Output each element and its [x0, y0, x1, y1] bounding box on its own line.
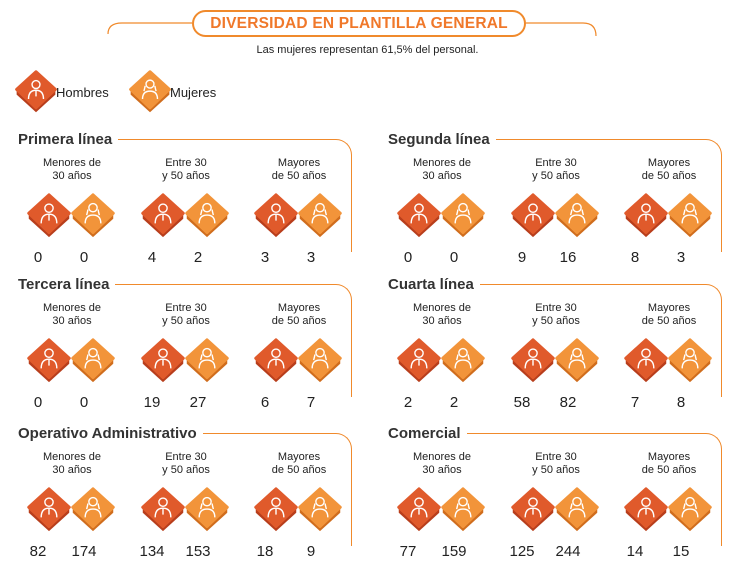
man-cube-icon: [623, 487, 669, 533]
age-group-label: Entre 30 y 50 años: [162, 302, 210, 327]
men-count: 9: [517, 249, 527, 266]
women-count: 9: [306, 543, 316, 560]
women-count: 3: [676, 249, 686, 266]
gender-counts: [388, 249, 496, 267]
woman-cube-icon: [184, 487, 230, 533]
men-count: 4: [147, 249, 157, 266]
women-count: 244: [555, 543, 581, 560]
woman-cube-icon: [667, 338, 713, 384]
gender-counts: [18, 394, 126, 412]
gender-icons: [510, 193, 602, 241]
woman-cube-icon: [297, 338, 343, 384]
men-count: 77: [399, 543, 417, 560]
age-group-label: Entre 30 y 50 años: [162, 157, 210, 182]
age-group-label: Entre 30 y 50 años: [162, 451, 210, 476]
man-cube-icon: [253, 487, 299, 533]
men-count: 0: [33, 249, 43, 266]
gender-icons: [623, 193, 715, 241]
age-group-label: Mayores de 50 años: [641, 451, 697, 476]
men-count: 58: [513, 394, 531, 411]
age-group-label: Menores de 30 años: [412, 451, 472, 476]
gender-icons: [253, 193, 345, 241]
gender-counts: [615, 249, 723, 267]
gender-counts: [615, 543, 723, 561]
section-title: Comercial: [388, 425, 467, 442]
man-cube-icon: [396, 338, 442, 384]
woman-cube-icon: [554, 193, 600, 239]
woman-cube-icon: [128, 70, 172, 114]
man-cube-icon: [396, 487, 442, 533]
gender-icons: [396, 338, 488, 386]
woman-cube-icon: [667, 193, 713, 239]
gender-counts: [245, 543, 353, 561]
page-title: DIVERSIDAD EN PLANTILLA GENERAL: [192, 10, 526, 37]
men-count: 134: [139, 543, 165, 560]
men-count: 125: [509, 543, 535, 560]
gender-counts: [245, 249, 353, 267]
woman-cube-icon: [70, 193, 116, 239]
woman-cube-icon: [184, 338, 230, 384]
section-title: Tercera línea: [18, 276, 115, 293]
age-group-label: Entre 30 y 50 años: [532, 157, 580, 182]
gender-counts: [615, 394, 723, 412]
men-count: 18: [256, 543, 274, 560]
woman-cube-icon: [70, 338, 116, 384]
women-count: 0: [449, 249, 459, 266]
gender-icons: [623, 487, 715, 535]
men-count: 19: [143, 394, 161, 411]
gender-counts: [18, 249, 126, 267]
gender-counts: [18, 543, 126, 561]
gender-counts: [502, 249, 610, 267]
gender-counts: [502, 543, 610, 561]
woman-cube-icon: [667, 487, 713, 533]
age-group-label: Mayores de 50 años: [641, 302, 697, 327]
men-count: 0: [33, 394, 43, 411]
men-count: 3: [260, 249, 270, 266]
woman-cube-icon: [297, 487, 343, 533]
section-title: Primera línea: [18, 131, 118, 148]
women-count: 3: [306, 249, 316, 266]
woman-cube-icon: [297, 193, 343, 239]
man-cube-icon: [26, 193, 72, 239]
men-count: 6: [260, 394, 270, 411]
age-group-label: Menores de 30 años: [42, 451, 102, 476]
age-group-label: Menores de 30 años: [42, 157, 102, 182]
man-cube-icon: [140, 487, 186, 533]
age-group-label: Menores de 30 años: [42, 302, 102, 327]
section-title: Operativo Administrativo: [18, 425, 203, 442]
men-count: 82: [29, 543, 47, 560]
women-count: 16: [559, 249, 577, 266]
women-count: 0: [79, 249, 89, 266]
legend-men-label: Hombres: [56, 84, 109, 100]
women-count: 27: [189, 394, 207, 411]
gender-icons: [26, 487, 118, 535]
gender-icons: [140, 487, 232, 535]
women-count: 0: [79, 394, 89, 411]
man-cube-icon: [140, 338, 186, 384]
man-cube-icon: [253, 338, 299, 384]
man-cube-icon: [396, 193, 442, 239]
gender-counts: [132, 394, 240, 412]
age-group-label: Entre 30 y 50 años: [532, 451, 580, 476]
section-title: Segunda línea: [388, 131, 496, 148]
women-count: 8: [676, 394, 686, 411]
gender-counts: [132, 543, 240, 561]
legend-women: [128, 70, 216, 114]
women-count: 153: [185, 543, 211, 560]
man-cube-icon: [26, 487, 72, 533]
men-count: 2: [403, 394, 413, 411]
men-count: 0: [403, 249, 413, 266]
gender-icons: [510, 338, 602, 386]
gender-icons: [26, 193, 118, 241]
legend-men: [14, 70, 109, 114]
man-cube-icon: [510, 487, 556, 533]
gender-counts: [388, 394, 496, 412]
men-count: 14: [626, 543, 644, 560]
gender-icons: [510, 487, 602, 535]
man-cube-icon: [14, 70, 58, 114]
women-count: 159: [441, 543, 467, 560]
woman-cube-icon: [184, 193, 230, 239]
women-count: 82: [559, 394, 577, 411]
gender-icons: [140, 338, 232, 386]
gender-counts: [502, 394, 610, 412]
gender-icons: [253, 487, 345, 535]
man-cube-icon: [26, 338, 72, 384]
age-group-label: Mayores de 50 años: [641, 157, 697, 182]
section-title: Cuarta línea: [388, 276, 480, 293]
men-count: 7: [630, 394, 640, 411]
gender-counts: [388, 543, 496, 561]
woman-cube-icon: [70, 487, 116, 533]
men-count: 8: [630, 249, 640, 266]
women-count: 2: [193, 249, 203, 266]
gender-icons: [140, 193, 232, 241]
gender-icons: [623, 338, 715, 386]
man-cube-icon: [623, 338, 669, 384]
age-group-label: Entre 30 y 50 años: [532, 302, 580, 327]
man-cube-icon: [253, 193, 299, 239]
gender-icons: [396, 487, 488, 535]
page-subtitle: Las mujeres representan 61,5% del personal.: [256, 44, 479, 56]
woman-cube-icon: [440, 193, 486, 239]
age-group-label: Menores de 30 años: [412, 302, 472, 327]
age-group-label: Mayores de 50 años: [271, 157, 327, 182]
woman-cube-icon: [440, 338, 486, 384]
woman-cube-icon: [554, 487, 600, 533]
women-count: 174: [71, 543, 97, 560]
age-group-label: Mayores de 50 años: [271, 302, 327, 327]
women-count: 7: [306, 394, 316, 411]
man-cube-icon: [623, 193, 669, 239]
gender-icons: [26, 338, 118, 386]
gender-counts: [132, 249, 240, 267]
women-count: 2: [449, 394, 459, 411]
man-cube-icon: [510, 338, 556, 384]
woman-cube-icon: [440, 487, 486, 533]
women-count: 15: [672, 543, 690, 560]
age-group-label: Menores de 30 años: [412, 157, 472, 182]
man-cube-icon: [140, 193, 186, 239]
age-group-label: Mayores de 50 años: [271, 451, 327, 476]
gender-icons: [253, 338, 345, 386]
gender-icons: [396, 193, 488, 241]
gender-counts: [245, 394, 353, 412]
woman-cube-icon: [554, 338, 600, 384]
man-cube-icon: [510, 193, 556, 239]
legend-women-label: Mujeres: [170, 84, 217, 100]
